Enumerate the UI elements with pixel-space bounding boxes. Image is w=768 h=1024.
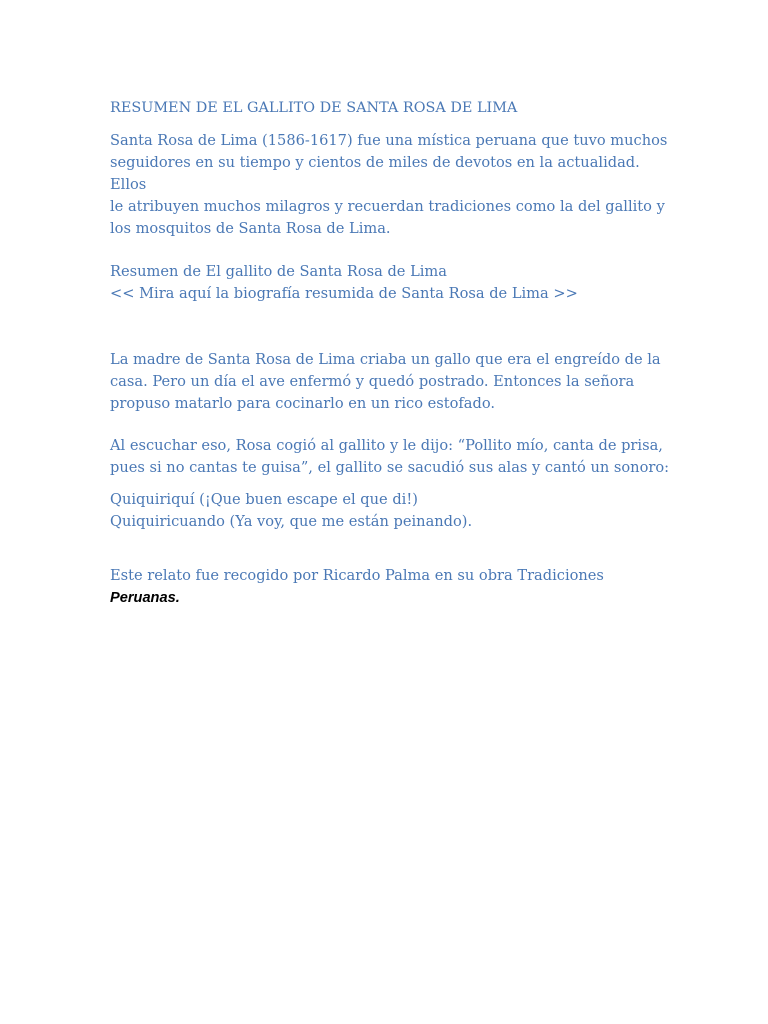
song-line-2: Quiquiricuando (Ya voy, que me están peinando). xyxy=(110,513,473,530)
song-line-1: Quiquiriquí (¡Que buen escape el que di!) xyxy=(110,491,418,508)
closing-emphasis: Peruanas. xyxy=(110,590,180,606)
closing-text: Este relato fue recogido por Ricardo Palma en su obra Tradiciones xyxy=(110,567,604,584)
story-paragraph-2: Al escuchar eso, Rosa cogió al gallito y le dijo: “Pollito mío, canta de prisa, pues si no cantas te guisa”, el gallito se sacudió sus alas y cantó un sonoro: xyxy=(110,437,670,476)
biography-link[interactable]: << Mira aquí la biografía resumida de Santa Rosa de Lima >> xyxy=(110,285,578,302)
summary-subtitle: Resumen de El gallito de Santa Rosa de Lima xyxy=(110,263,447,280)
story-paragraph-1: La madre de Santa Rosa de Lima criaba un gallo que era el engreído de la casa. Pero un día el ave enfermó y quedó postrado. Entonces la señora propuso matarlo para cocinarlo en un rico estofado. xyxy=(110,351,661,412)
subtitle-block xyxy=(110,261,670,305)
closing-paragraph xyxy=(110,565,670,609)
intro-paragraph: Santa Rosa de Lima (1586-1617) fue una mística peruana que tuvo muchos seguidores en su tiempo y cientos de miles de devotos en la actualidad. Ellos le atribuyen muchos milagros y recuerdan tradiciones como la del gallito y los mosquitos de Santa Rosa de Lima. xyxy=(110,132,668,237)
document-title: RESUMEN DE EL GALLITO DE SANTA ROSA DE LIMA xyxy=(110,100,518,116)
song-verse xyxy=(110,489,670,533)
